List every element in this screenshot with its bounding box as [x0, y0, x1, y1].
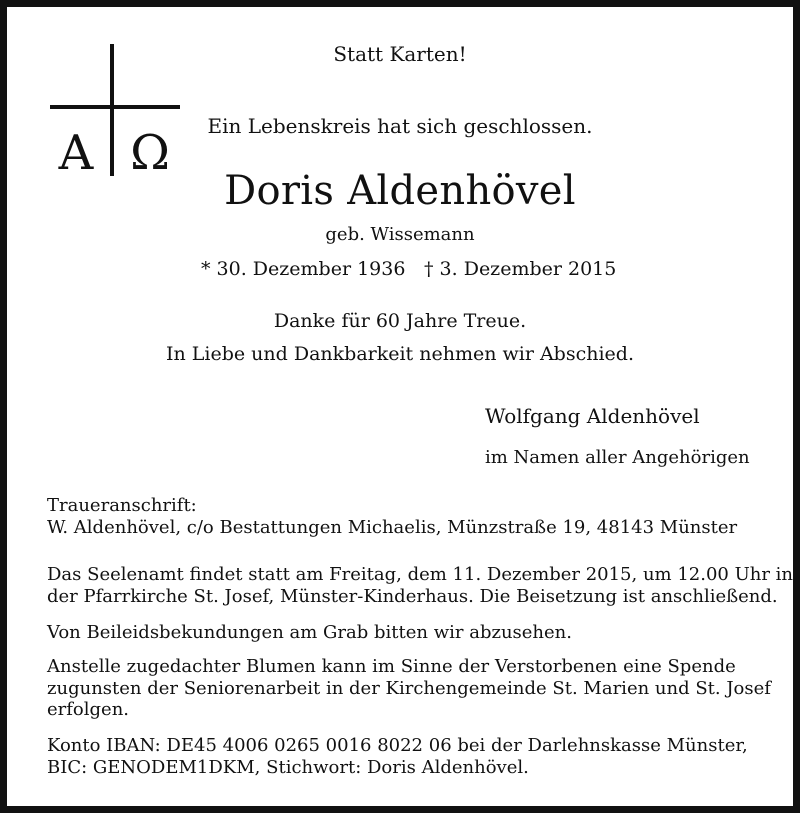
intro-line: Ein Lebenskreis hat sich geschlossen.	[207, 114, 593, 138]
flowers-line-1: Anstelle zugedachter Blumen kann im Sinne der Verstorbenen eine Spende	[47, 656, 736, 677]
thanks-line: Danke für 60 Jahre Treue.	[273, 310, 527, 332]
bank-paragraph	[47, 735, 748, 778]
address-block	[47, 495, 737, 538]
cross-horizontal-bar	[50, 105, 180, 109]
birth-date: * 30. Dezember 1936	[201, 258, 406, 280]
condolences-line: Von Beileidsbekundungen am Grab bitten wir abzusehen.	[47, 622, 572, 643]
statt-karten-heading: Statt Karten!	[333, 42, 467, 66]
flowers-line-2: zugunsten der Seniorenarbeit in der Kirchengemeinde St. Marien und St. Josef	[47, 677, 771, 699]
signature-subline: im Namen aller Angehörigen	[485, 447, 750, 468]
service-line-2: der Pfarrkirche St. Josef, Münster-Kinderhaus. Die Beisetzung ist anschließend.	[47, 585, 778, 607]
farewell-line: In Liebe und Dankbarkeit nehmen wir Abschied.	[166, 343, 634, 365]
death-date: † 3. Dezember 2015	[424, 258, 617, 280]
condolences-paragraph	[47, 622, 572, 644]
address-label: Traueranschrift:	[47, 495, 197, 516]
alpha-letter: A	[58, 125, 94, 176]
service-paragraph	[47, 564, 793, 607]
signature-name: Wolfgang Aldenhövel	[485, 404, 700, 428]
flowers-paragraph	[47, 656, 771, 721]
birth-name: geb. Wissemann	[325, 224, 475, 245]
bank-line-2: BIC: GENODEM1DKM, Stichwort: Doris Aldenhövel.	[47, 756, 529, 778]
flowers-line-3: erfolgen.	[47, 699, 130, 720]
deceased-name: Doris Aldenhövel	[224, 168, 576, 214]
address-value: W. Aldenhövel, c/o Bestattungen Michaelis, Münzstraße 19, 48143 Münster	[47, 516, 738, 538]
service-line-1: Das Seelenamt findet statt am Freitag, dem 11. Dezember 2015, um 12.00 Uhr in	[47, 564, 794, 585]
omega-letter: Ω	[130, 125, 170, 176]
bank-line-1: Konto IBAN: DE45 4006 0265 0016 8022 06 bei der Darlehnskasse Münster,	[47, 735, 748, 756]
